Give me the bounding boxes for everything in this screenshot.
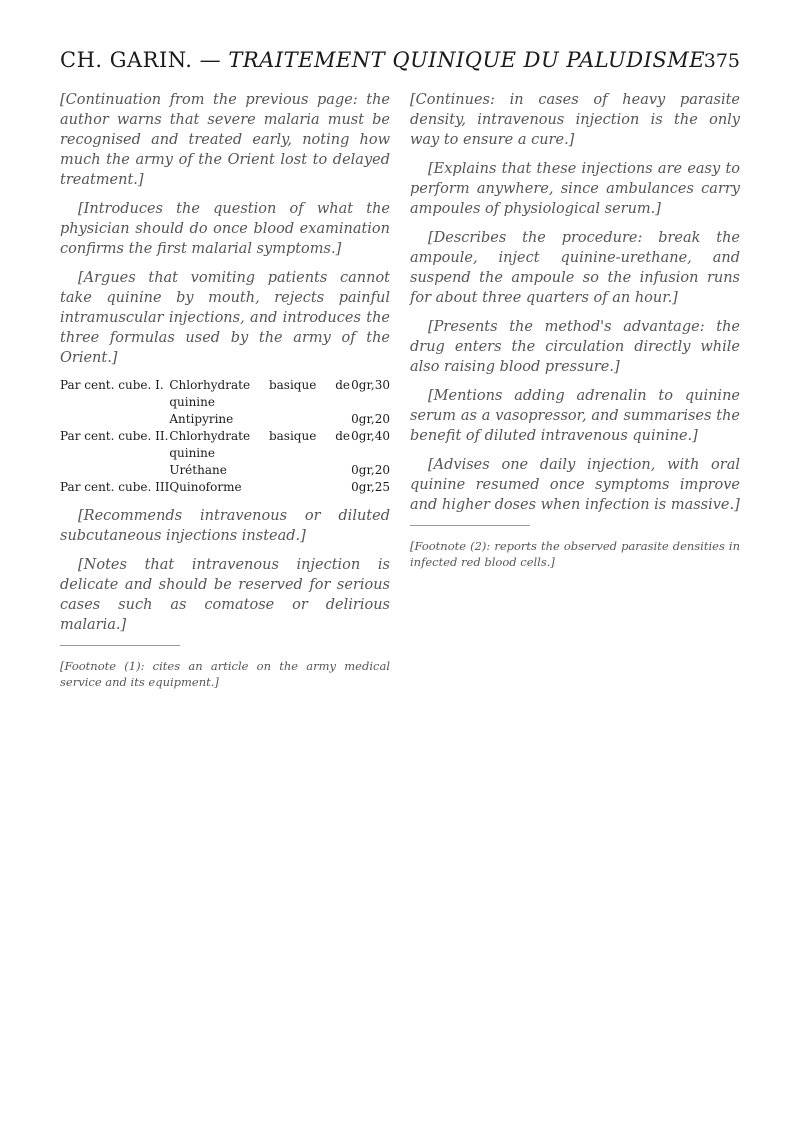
right-column <box>410 90 740 581</box>
paragraph: [Notes that intravenous injection is delicate and should be reserved for serious cases such as comatose or delirious malaria.] <box>60 557 390 633</box>
formula-ingredient: Quinoforme <box>169 480 242 494</box>
formula-dose: 0gr,40 <box>351 429 390 443</box>
formula-ingredient: Antipyrine <box>169 412 234 426</box>
paragraph: [Explains that these injections are easy to perform anywhere, since ambulances carry ampoules of physiological serum.] <box>410 161 740 217</box>
paragraph: [Argues that vomiting patients cannot take quinine by mouth, rejects painful intramuscular injections, and introduces the three formulas used by the army of the Orient.] <box>60 270 390 366</box>
paragraph: [Continuation from the previous page: the author warns that severe malaria must be recognised and treated early, noting how much the army of the Orient lost to delayed treatment.] <box>60 92 390 188</box>
formula-table <box>60 377 390 496</box>
footnote-divider <box>410 525 530 526</box>
formula-label: Par cent. cube. II. <box>60 429 169 443</box>
left-column <box>60 90 390 701</box>
formula-dose: 0gr,20 <box>351 463 390 477</box>
formula-row <box>60 428 390 462</box>
formula-dose: 0gr,25 <box>351 480 390 494</box>
author-name: CH. GARIN. — <box>60 48 222 72</box>
paragraph: [Introduces the question of what the physician should do once blood examination confirms the first malarial symptoms.] <box>60 201 390 257</box>
paragraph: [Mentions adding adrenalin to quinine serum as a vasopressor, and summarises the benefit of diluted intravenous quinine.] <box>410 388 740 444</box>
formula-dose: 0gr,30 <box>351 378 390 392</box>
paragraph: [Advises one daily injection, with oral quinine resumed once symptoms improve and higher doses when infection is massive.] <box>410 457 740 513</box>
paragraph: [Recommends intravenous or diluted subcutaneous injections instead.] <box>60 508 390 544</box>
paragraph: [Continues: in cases of heavy parasite density, intravenous injection is the only way to ensure a cure.] <box>410 92 740 148</box>
page-number: 375 <box>703 50 740 72</box>
footnote: [Footnote (2): reports the observed parasite densities in infected red blood cells.] <box>410 538 740 569</box>
formula-ingredient: Chlorhydrate basique de quinine <box>169 429 350 460</box>
paragraph: [Describes the procedure: break the ampoule, inject quinine-urethane, and suspend the ampoule so the infusion runs for about three quarters of an hour.] <box>410 230 740 306</box>
formula-dose: 0gr,20 <box>351 412 390 426</box>
formula-label: Par cent. cube. I. <box>60 378 164 392</box>
paragraph: [Presents the method's advantage: the drug enters the circulation directly while also raising blood pressure.] <box>410 319 740 375</box>
running-header <box>60 48 740 78</box>
formula-ingredient: Chlorhydrate basique de quinine <box>169 378 350 409</box>
article-title: TRAITEMENT QUINIQUE DU PALUDISME <box>228 48 706 72</box>
formula-row <box>60 377 390 411</box>
formula-label: Par cent. cube. III <box>60 480 170 494</box>
footnote: [Footnote (1): cites an article on the army medical service and its equipment.] <box>60 658 390 689</box>
formula-row <box>60 479 390 496</box>
formula-ingredient: Uréthane <box>169 463 227 477</box>
footnote-divider <box>60 645 180 646</box>
running-head <box>60 48 705 72</box>
